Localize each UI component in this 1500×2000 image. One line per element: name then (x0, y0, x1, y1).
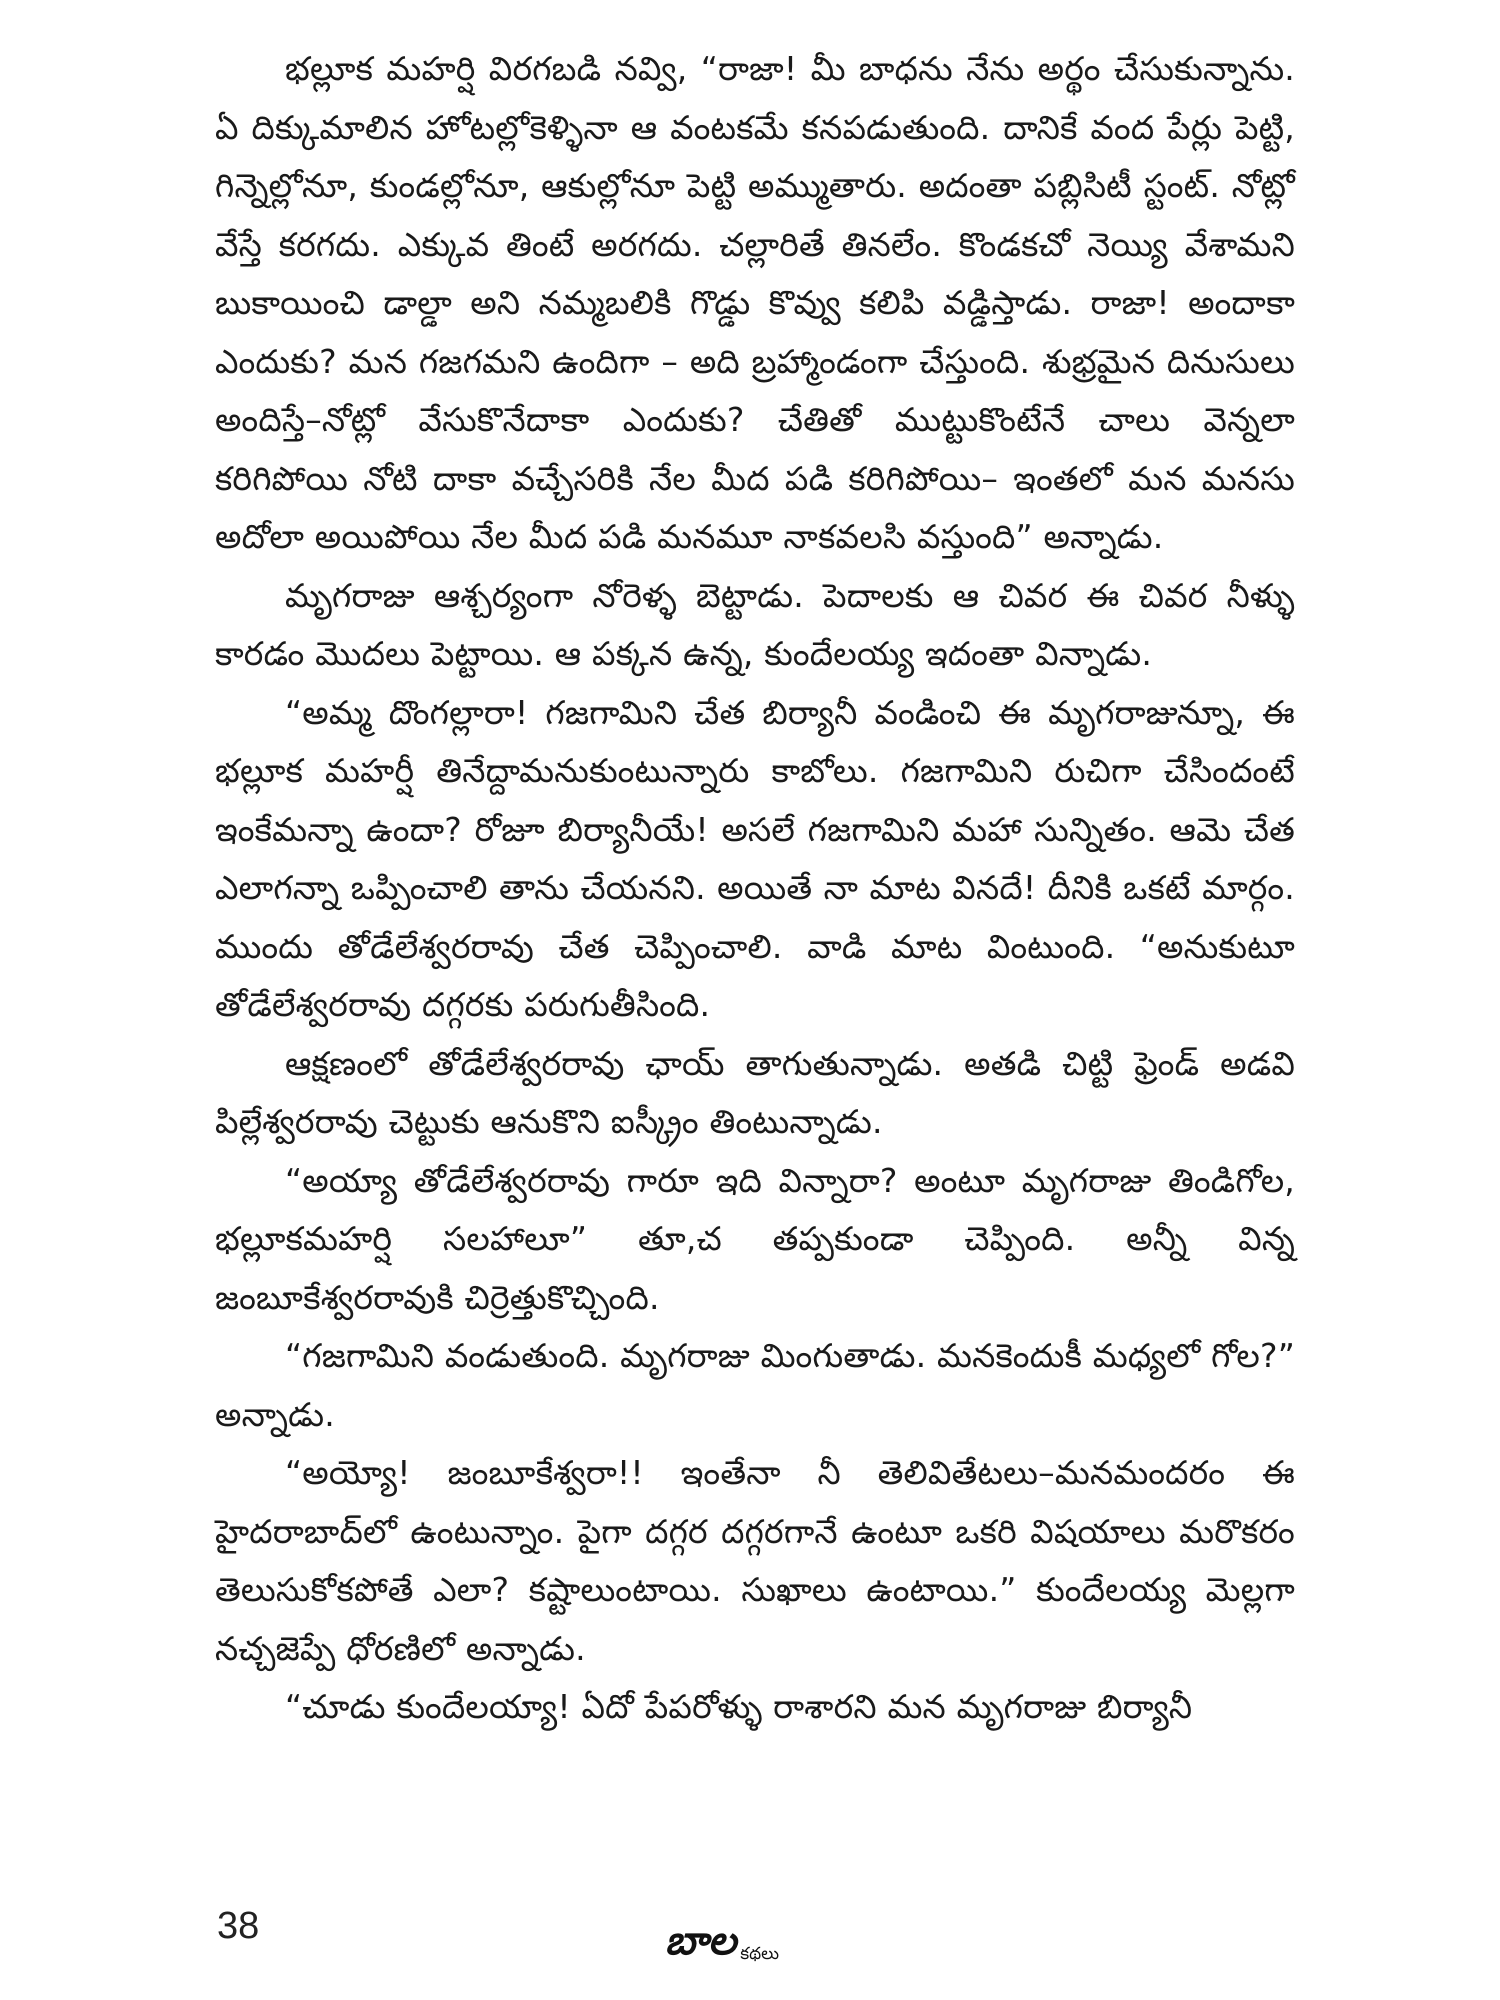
logo-main-text: బాల (665, 1918, 737, 1964)
paragraph-3: “అమ్మ దొంగల్లారా! గజగామిని చేత బిర్యానీ వండించి ఈ మృగరాజున్నూ, ఈ భల్లూక మహర్షీ తినేద్దామనుకుంటున్నారు కాబోలు. గజగామిని రుచిగా చేసిందంటే ఇంకేమన్నా ఉందా? రోజూ బిర్యానీయే! అసలే గజగామిని మహా సున్నితం. ఆమె చేత ఎలాగన్నా ఒప్పించాలి తాను చేయనని. అయితే నా మాట వినదే! దీనికి ఒకటే మార్గం. ముందు తోడేలేశ్వరరావు చేత చెప్పించాలి. వాడి మాట వింటుంది. “అనుకుటూ తోడేలేశ్వరరావు దగ్గరకు పరుగుతీసింది. (215, 692, 1295, 1024)
page-number: 38 (217, 1905, 260, 1947)
logo-sub-text: కథలు (740, 1944, 780, 1964)
paragraph-4: ఆక్షణంలో తోడేలేశ్వరరావు ఛాయ్ తాగుతున్నాడు. అతడి చిట్టి ఫ్రెండ్ అడవి పిల్లేశ్వరరావు చెట్టుకు ఆనుకొని ఐస్క్రీం తింటున్నాడు. (215, 1043, 1295, 1141)
paragraph-8: “చూడు కుందేలయ్యా! ఏదో పేపరోళ్ళు రాశారని మన మృగరాజు బిర్యానీ (285, 1687, 1193, 1726)
paragraph-2: మృగరాజు ఆశ్చర్యంగా నోరెళ్ళ బెట్టాడు. పెదాలకు ఆ చివర ఈ చివర నీళ్ళు కారడం మొదలు పెట్టాయి. ఆ పక్కన ఉన్న, కుందేలయ్య ఇదంతా విన్నాడు. (215, 575, 1295, 673)
paragraph-6: “గజగామిని వండుతుంది. మృగరాజు మింగుతాడు. మనకెందుకీ మధ్యలో గోల?” అన్నాడు. (215, 1336, 1295, 1434)
paragraph-7: “అయ్యో! జంబూకేశ్వరా!! ఇంతేనా నీ తెలివితేటలు–మనమందరం ఈ హైదరాబాద్‌లో ఉంటున్నాం. పైగా దగ్గర దగ్గరగానే ఉంటూ ఒకరి విషయాలు మరొకరం తెలుసుకోకపోతే ఎలా? కష్టాలుంటాయి. సుఖాలు ఉంటాయి.” కుందేలయ్య మెల్లగా నచ్చజెప్పే ధోరణిలో అన్నాడు. (215, 1453, 1295, 1668)
paragraph-1: భల్లూక మహర్షి విరగబడి నవ్వి, “రాజా! మీ బాధను నేను అర్థం చేసుకున్నాను. ఏ దిక్కుమాలిన హోటల్లోకెళ్ళినా ఆ వంటకమే కనపడుతుంది. దానికే వంద పేర్లు పెట్టి, గిన్నెల్లోనూ, కుండల్లోనూ, ఆకుల్లోనూ పెట్టి అమ్ముతారు. అదంతా పబ్లిసిటీ స్టంట్. నోట్లో వేస్తే కరగదు. ఎక్కువ తింటే అరగదు. చల్లారితే తినలేం. కొండకచో నెయ్యి వేశామని బుకాయించి డాల్డా అని నమ్మబలికి గొడ్డు కొవ్వు కలిపి వడ్డిస్తాడు. రాజా! అందాకా ఎందుకు? మన గజగమని ఉందిగా – అది బ్రహ్మాండంగా చేస్తుంది. శుభ్రమైన దినుసులు అందిస్తే–నోట్లో వేసుకొనేదాకా ఎందుకు? చేతితో ముట్టుకొంటేనే చాలు వెన్నలా కరిగిపోయి నోటి దాకా వచ్చేసరికి నేల మీద పడి కరిగిపోయి– ఇంతలో మన మనసు అదోలా అయిపోయి నేల మీద పడి మనమూ నాకవలసి వస్తుంది” అన్నాడు. (215, 49, 1295, 556)
publication-logo (665, 1918, 779, 1974)
body-text (215, 40, 1295, 1737)
paragraph-5: “అయ్యా తోడేలేశ్వరరావు గారూ ఇది విన్నారా? అంటూ మృగరాజు తిండిగోల, భల్లూకమహర్షి సలహాలూ” తూ,చ తప్పకుండా చెప్పింది. అన్నీ విన్న జంబూకేశ్వరరావుకి చిర్రెత్తుకొచ్చింది. (215, 1160, 1295, 1317)
